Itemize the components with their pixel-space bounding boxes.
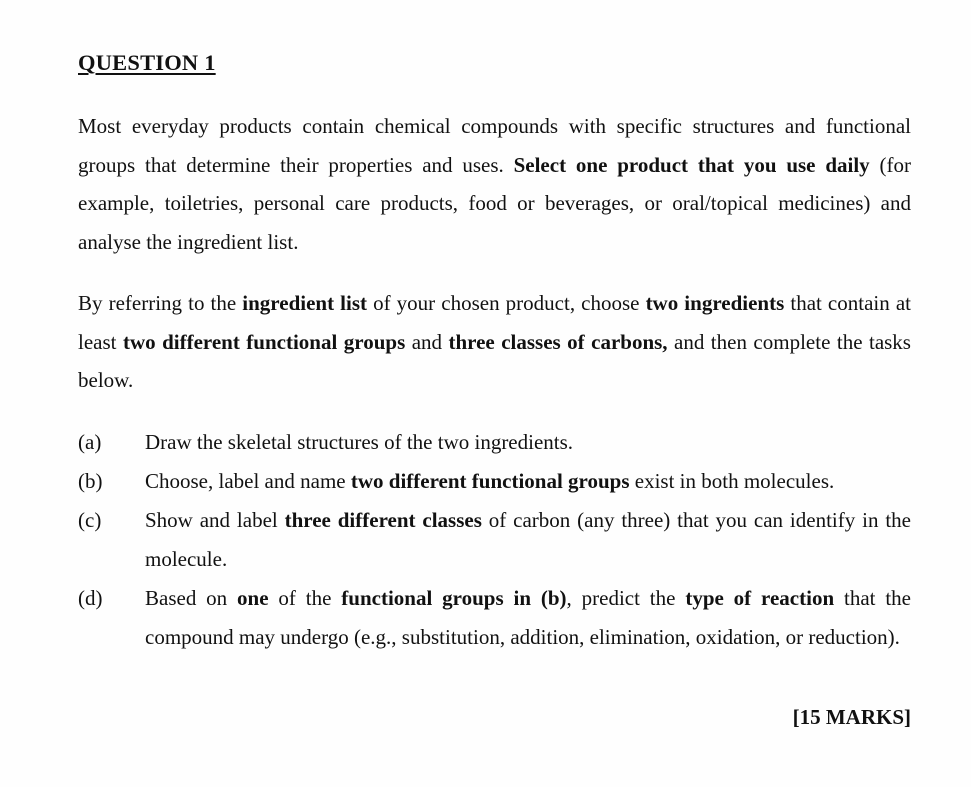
task-list — [78, 423, 911, 657]
text-run: (for example, toiletries, personal care products, food or beverages, or oral/topical medicines) and analyse the ingredient list. — [78, 152, 911, 254]
task-text — [145, 462, 911, 501]
text-run: of carbon (any three) that you can identify in the molecule. — [145, 508, 911, 571]
text-run: and then complete the tasks below. — [78, 329, 911, 392]
text-run: and — [405, 329, 449, 354]
task-item-b — [78, 462, 911, 501]
bold-text-run: type of reaction — [685, 586, 835, 610]
task-label: (c) — [78, 508, 102, 532]
task-item-d — [78, 579, 911, 657]
text-run: Based on — [145, 586, 238, 610]
bold-text-run: one — [237, 586, 269, 610]
text-run: Choose, label and name — [145, 469, 351, 493]
question-heading: QUESTION 1 — [78, 50, 216, 75]
text-run: Draw the skeletal structures of the two ingredients. — [145, 430, 574, 454]
bold-text-run: two different functional groups — [350, 469, 630, 493]
task-text — [145, 501, 911, 579]
text-run: of your chosen product, choose — [367, 291, 646, 315]
task-label: (a) — [78, 430, 102, 454]
task-label: (b) — [78, 469, 103, 493]
task-text — [145, 423, 911, 462]
task-label: (d) — [78, 586, 103, 610]
bold-text-run: Select one product that you use daily — [513, 152, 870, 177]
task-item-c — [78, 501, 911, 579]
text-run: of the — [268, 586, 342, 610]
text-run: that contain at least — [78, 291, 911, 354]
text-run: By referring to the — [78, 291, 243, 315]
text-run: that the compound may undergo (e.g., substitution, addition, elimination, oxidation, or reduction). — [145, 586, 911, 649]
bold-text-run: three different classes — [284, 508, 482, 532]
instruction-paragraph — [78, 284, 911, 400]
bold-text-run: three classes of carbons, — [448, 329, 668, 354]
intro-paragraph — [78, 107, 911, 261]
marks-total: [15 MARKS] — [792, 705, 911, 729]
task-item-a — [78, 423, 911, 462]
text-run: Show and label — [145, 508, 285, 532]
bold-text-run: two ingredients — [645, 291, 785, 315]
text-run: , predict the — [566, 586, 686, 610]
bold-text-run: two different functional groups — [122, 329, 406, 354]
text-run: Most everyday products contain chemical compounds with specific structures and functional groups that determine their properties and uses. — [78, 114, 911, 177]
text-run: exist in both molecules. — [629, 469, 835, 493]
bold-text-run: functional groups in (b) — [341, 586, 567, 610]
task-text — [145, 579, 911, 657]
bold-text-run: ingredient list — [242, 291, 368, 315]
